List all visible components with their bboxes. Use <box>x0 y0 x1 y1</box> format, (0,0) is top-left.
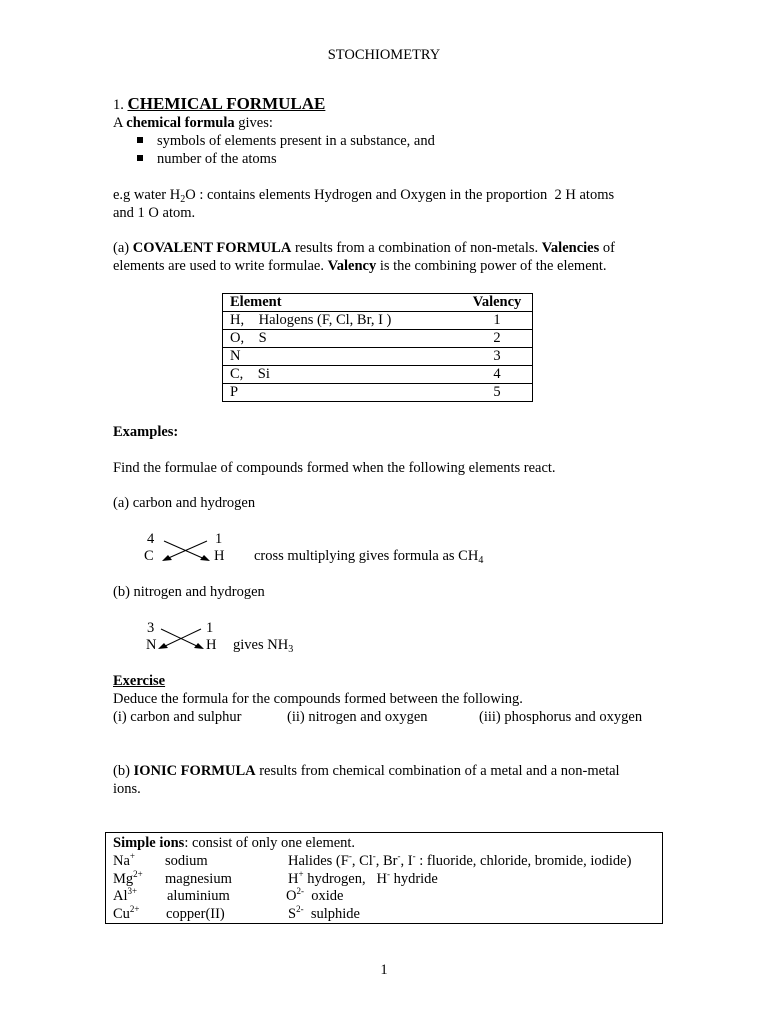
ion-charge: - <box>386 869 390 879</box>
ion-charge: - <box>397 851 401 861</box>
valency-cell: 1 <box>462 312 533 330</box>
water-post: O : contains elements Hydrogen and Oxygen in the proportion 2 H atoms <box>185 187 615 203</box>
ion-name: copper(II) <box>166 906 225 922</box>
valency-cell: 4 <box>462 366 533 384</box>
ion-symbol <box>113 887 137 905</box>
ions-title-bold: Simple ions <box>113 835 185 851</box>
element-cell: P <box>223 384 463 402</box>
ex-a-left-valency: 4 <box>147 531 155 547</box>
ex-a-result-text: cross multiplying gives formula as CH <box>254 548 479 564</box>
covalent-p2: results from a combination of non-metals. <box>291 240 542 256</box>
ion-symbol <box>113 905 140 923</box>
ion-charge: 2+ <box>133 869 143 879</box>
covalent-l2c: is the combining power of the element. <box>376 258 607 274</box>
ionic-b1: IONIC FORMULA <box>133 763 256 779</box>
valency-table <box>222 293 533 402</box>
ex-b-right-symbol: H <box>206 637 217 653</box>
element-cell: C, Si <box>223 366 463 384</box>
halides-text: , Br <box>375 853 398 869</box>
oxide-line <box>286 887 343 905</box>
table-row <box>223 312 533 330</box>
covalent-b2: Valencies <box>541 240 600 256</box>
ex-b-result-sub: 3 <box>288 644 294 655</box>
exercise-item: (ii) nitrogen and oxygen <box>287 709 428 725</box>
page-number: 1 <box>380 962 388 978</box>
ex-b-right-valency: 1 <box>206 620 214 636</box>
ex-a-right-symbol: H <box>214 548 225 564</box>
exercise-item: (iii) phosphorus and oxygen <box>479 709 643 725</box>
section-title: CHEMICAL FORMULAE <box>127 94 326 113</box>
intro-line <box>113 114 273 132</box>
covalent-line-2 <box>113 257 607 275</box>
ion-charge: 2+ <box>129 904 140 914</box>
table-row <box>223 348 533 366</box>
ex-b-result <box>233 636 293 654</box>
ion-sym-text: H <box>288 871 299 887</box>
ex-b-result-text: gives NH <box>233 637 289 653</box>
water-pre: e.g water H <box>113 187 181 203</box>
ionic-p1: (b) <box>113 763 134 779</box>
water-line-1 <box>113 186 614 204</box>
ion-name: sodium <box>165 853 208 869</box>
exercise-item: (i) carbon and sulphur <box>113 709 242 725</box>
covalent-p3: of <box>599 240 615 256</box>
bullet-item <box>137 150 277 168</box>
valency-cell: 2 <box>462 330 533 348</box>
halides-text: Halides (F <box>288 853 349 869</box>
cross-arrows-icon <box>158 536 214 566</box>
ion-name: sulphide <box>303 906 360 922</box>
water-sub: 2 <box>180 194 186 205</box>
ion-charge: - <box>412 851 416 861</box>
exercise-heading: Exercise <box>113 673 166 689</box>
intro-bold: chemical formula <box>126 115 235 131</box>
examples-heading: Examples: <box>113 424 179 440</box>
bullet-icon <box>137 155 143 161</box>
covalent-b1: COVALENT FORMULA <box>132 240 292 256</box>
ion-sym-text: Al <box>113 888 128 904</box>
valency-cell: 5 <box>462 384 533 402</box>
ion-symbol <box>113 852 135 870</box>
halides-text: : fluoride, chloride, bromide, iodide) <box>415 853 632 869</box>
ion-charge: - <box>372 851 376 861</box>
ex-b-left-valency: 3 <box>147 620 155 636</box>
covalent-line-1 <box>113 239 615 257</box>
ion-name: aluminium <box>167 888 230 904</box>
ex-a-right-valency: 1 <box>215 531 223 547</box>
table-row <box>223 366 533 384</box>
ion-sym-text: Cu <box>113 906 130 922</box>
header-element-text: Element <box>230 294 282 310</box>
example-b-label: (b) nitrogen and hydrogen <box>113 584 265 600</box>
cross-arrows-icon <box>155 624 207 654</box>
ion-name: hydride <box>389 871 438 887</box>
valency-cell: 3 <box>462 348 533 366</box>
ionic-p2: results from chemical combination of a metal and a non-metal <box>255 763 620 779</box>
example-a-label: (a) carbon and hydrogen <box>113 495 256 511</box>
covalent-l2b: Valency <box>327 258 377 274</box>
ion-sym-text: O <box>286 888 297 904</box>
table-row <box>223 330 533 348</box>
find-text: Find the formulae of compounds formed when the following elements react. <box>113 460 556 476</box>
covalent-p1: (a) <box>113 240 133 256</box>
intro-post: gives: <box>234 115 273 131</box>
intro-pre: A <box>113 115 127 131</box>
ex-b-left-symbol: N <box>146 637 157 653</box>
ion-charge: + <box>298 869 304 879</box>
table-header-row <box>223 294 533 312</box>
element-cell: N <box>223 348 463 366</box>
ion-name: magnesium <box>165 871 232 887</box>
halides-text: , Cl <box>351 853 373 869</box>
ex-a-result <box>254 547 483 565</box>
table-row <box>223 384 533 402</box>
ionic-line-1 <box>113 762 620 780</box>
ion-charge: + <box>129 851 135 861</box>
ions-title-rest: : consist of only one element. <box>184 835 356 851</box>
ion-sym-text: Na <box>113 853 130 869</box>
section-heading <box>113 95 325 114</box>
exercise-text: Deduce the formula for the compounds formed between the following. <box>113 691 523 707</box>
halides-line <box>288 852 631 870</box>
ion-name: oxide <box>303 888 344 904</box>
ex-a-left-symbol: C <box>144 548 154 564</box>
sulphide-line <box>288 905 360 923</box>
ion-charge: 2- <box>296 904 304 914</box>
bullet-text: number of the atoms <box>157 151 277 167</box>
document-header: STOCHIOMETRY <box>327 47 441 63</box>
ion-charge: - <box>348 851 352 861</box>
element-cell: H, Halogens (F, Cl, Br, I ) <box>223 312 463 330</box>
bullet-icon <box>137 137 143 143</box>
hydrogen-ions-line <box>288 870 438 888</box>
bullet-item <box>137 132 435 150</box>
table-header-valency <box>462 294 533 312</box>
ion-sym-text: S <box>288 906 297 922</box>
ex-a-result-sub: 4 <box>478 555 484 566</box>
water-line-2: and 1 O atom. <box>113 205 196 221</box>
ions-box-title <box>113 834 355 852</box>
ion-charge: 3+ <box>127 886 138 896</box>
ion-charge: 2- <box>296 886 304 896</box>
covalent-l2a: elements are used to write formulae. <box>113 258 328 274</box>
section-number: 1. <box>113 97 124 113</box>
ion-name: hydrogen, H <box>303 871 387 887</box>
element-cell: O, S <box>223 330 463 348</box>
ion-sym-text: Mg <box>113 871 134 887</box>
halides-text: , I <box>400 853 413 869</box>
table-header-element <box>223 294 463 312</box>
ionic-line-2: ions. <box>113 781 141 797</box>
header-valency-text: Valency <box>472 294 522 310</box>
bullet-text: symbols of elements present in a substance, and <box>157 133 435 149</box>
